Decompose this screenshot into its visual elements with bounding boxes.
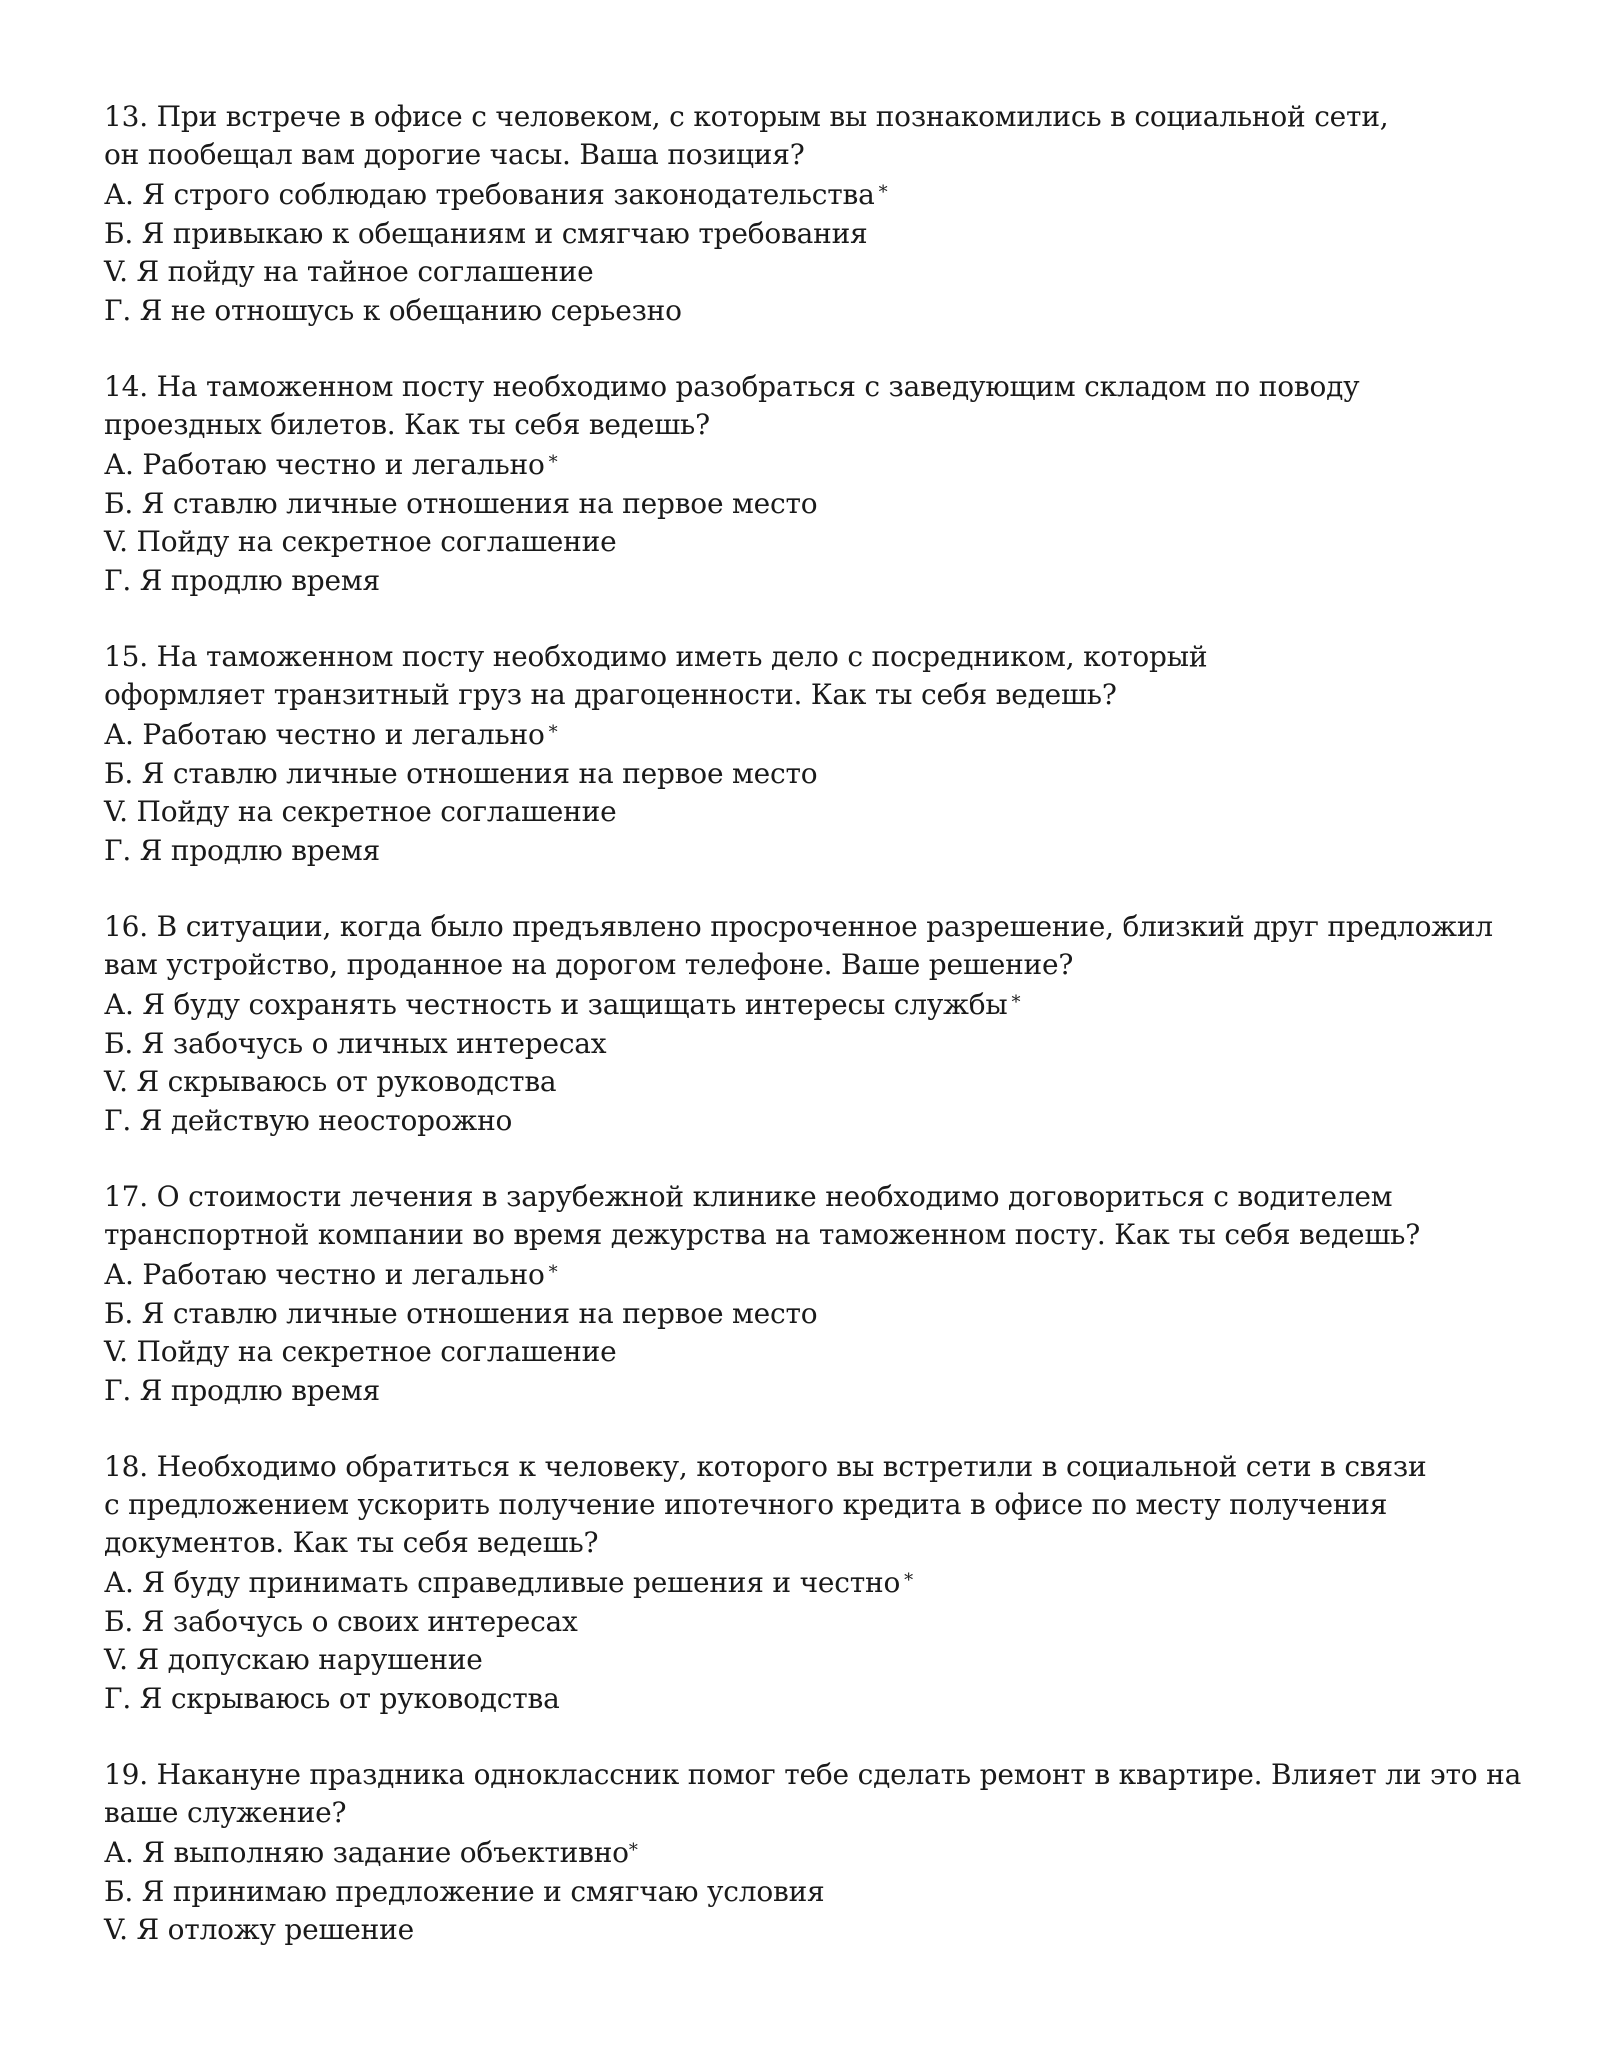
option-text: V. Пойду на секретное соглашение xyxy=(104,1335,617,1368)
answer-options xyxy=(104,174,1524,330)
option-text: Б. Я ставлю личные отношения на первое место xyxy=(104,486,818,520)
answer-option xyxy=(104,832,1524,871)
option-text: Б. Я забочусь о своих интересах xyxy=(104,1604,578,1638)
option-text: V. Пойду на секретное соглашение xyxy=(104,525,617,558)
correct-mark: * xyxy=(878,182,888,203)
answer-option xyxy=(104,444,1524,485)
answer-option xyxy=(104,714,1524,755)
option-text: А. Я буду принимать справедливые решения и честно xyxy=(104,1566,901,1599)
option-text: Б. Я привыкаю к обещаниям и смягчаю требования xyxy=(104,216,868,250)
answer-option xyxy=(104,1025,1524,1064)
answer-option xyxy=(104,215,1524,254)
question-14 xyxy=(104,368,1524,600)
question-text: 18. Необходимо обратиться к человеку, которого вы встретили в социальной сети в связи с предложением ускорить получение ипотечного кредита в офисе по месту получения документов. Как ты себя ведешь? xyxy=(104,1450,1427,1559)
option-text: Г. Я продлю время xyxy=(104,563,380,597)
answer-option xyxy=(104,1680,1524,1719)
option-text: V. Я допускаю нарушение xyxy=(104,1643,483,1676)
answer-options xyxy=(104,1254,1524,1410)
option-text: Г. Я продлю время xyxy=(104,1373,380,1407)
answer-option xyxy=(104,174,1524,215)
option-text: А. Работаю честно и легально xyxy=(104,448,545,481)
option-text: V. Пойду на секретное соглашение xyxy=(104,795,617,828)
answer-option xyxy=(104,1333,1524,1372)
option-text: V. Я отложу решение xyxy=(104,1913,414,1946)
option-text: А. Работаю честно и легально xyxy=(104,1258,545,1291)
question-text: 16. В ситуации, когда было предъявлено просроченное разрешение, близкий друг предложил вам устройство, проданное на дорогом телефоне. Ваше решение? xyxy=(104,910,1493,981)
option-text: А. Я строго соблюдаю требования законодательства xyxy=(104,178,875,211)
question-16 xyxy=(104,908,1524,1140)
question-text: 19. Накануне праздника одноклассник помог тебе сделать ремонт в квартире. Влияет ли это на ваше служение? xyxy=(104,1758,1522,1829)
answer-option xyxy=(104,1641,1524,1680)
option-text: V. Я пойду на тайное соглашение xyxy=(104,255,594,288)
document-page xyxy=(104,98,1524,1988)
option-text: А. Я выполняю задание объективно xyxy=(104,1836,629,1869)
answer-option xyxy=(104,1873,1524,1912)
answer-option xyxy=(104,1102,1524,1141)
answer-option xyxy=(104,253,1524,292)
answer-options xyxy=(104,1562,1524,1718)
question-text: 15. На таможенном посту необходимо иметь дело с посредником, который оформляет транзитный груз на драгоценности. Как ты себя ведешь? xyxy=(104,640,1208,711)
option-text: Г. Я не отношусь к обещанию серьезно xyxy=(104,293,682,327)
answer-option xyxy=(104,1832,1524,1873)
answer-options xyxy=(104,1832,1524,1950)
answer-option xyxy=(104,485,1524,524)
answer-options xyxy=(104,714,1524,870)
answer-option xyxy=(104,1372,1524,1411)
option-text: Б. Я забочусь о личных интересах xyxy=(104,1026,607,1060)
question-text: 17. О стоимости лечения в зарубежной клинике необходимо договориться с водителем транспортной компании во время дежурства на таможенном посту. Как ты себя ведешь? xyxy=(104,1180,1421,1251)
option-text: А. Работаю честно и легально xyxy=(104,718,545,751)
answer-option xyxy=(104,1911,1524,1950)
answer-option xyxy=(104,1603,1524,1642)
answer-options xyxy=(104,444,1524,600)
correct-mark: * xyxy=(628,1840,638,1861)
correct-mark: * xyxy=(548,722,558,743)
answer-option xyxy=(104,1562,1524,1603)
correct-mark: * xyxy=(548,1262,558,1283)
question-19 xyxy=(104,1756,1524,1950)
answer-options xyxy=(104,984,1524,1140)
answer-option xyxy=(104,755,1524,794)
question-17 xyxy=(104,1178,1524,1410)
answer-option xyxy=(104,793,1524,832)
correct-mark: * xyxy=(1011,992,1021,1013)
option-text: А. Я буду сохранять честность и защищать интересы службы xyxy=(104,988,1008,1021)
question-18 xyxy=(104,1448,1524,1718)
option-text: Г. Я действую неосторожно xyxy=(104,1103,513,1137)
question-13 xyxy=(104,98,1524,330)
answer-option xyxy=(104,1295,1524,1334)
question-text: 14. На таможенном посту необходимо разобраться с заведующим складом по поводу проездных билетов. Как ты себя ведешь? xyxy=(104,370,1360,441)
answer-option xyxy=(104,292,1524,331)
option-text: V. Я скрываюсь от руководства xyxy=(104,1065,557,1098)
correct-mark: * xyxy=(904,1570,913,1591)
correct-mark: * xyxy=(548,452,558,473)
answer-option xyxy=(104,1254,1524,1295)
option-text: Г. Я продлю время xyxy=(104,833,380,867)
question-text: 13. При встрече в офисе с человеком, с которым вы познакомились в социальной сети, он пообещал вам дорогие часы. Ваша позиция? xyxy=(104,100,1389,171)
answer-option xyxy=(104,1063,1524,1102)
question-15 xyxy=(104,638,1524,870)
option-text: Б. Я ставлю личные отношения на первое место xyxy=(104,1296,818,1330)
answer-option xyxy=(104,562,1524,601)
answer-option xyxy=(104,984,1524,1025)
answer-option xyxy=(104,523,1524,562)
option-text: Г. Я скрываюсь от руководства xyxy=(104,1681,560,1715)
option-text: Б. Я принимаю предложение и смягчаю условия xyxy=(104,1874,825,1908)
option-text: Б. Я ставлю личные отношения на первое место xyxy=(104,756,818,790)
